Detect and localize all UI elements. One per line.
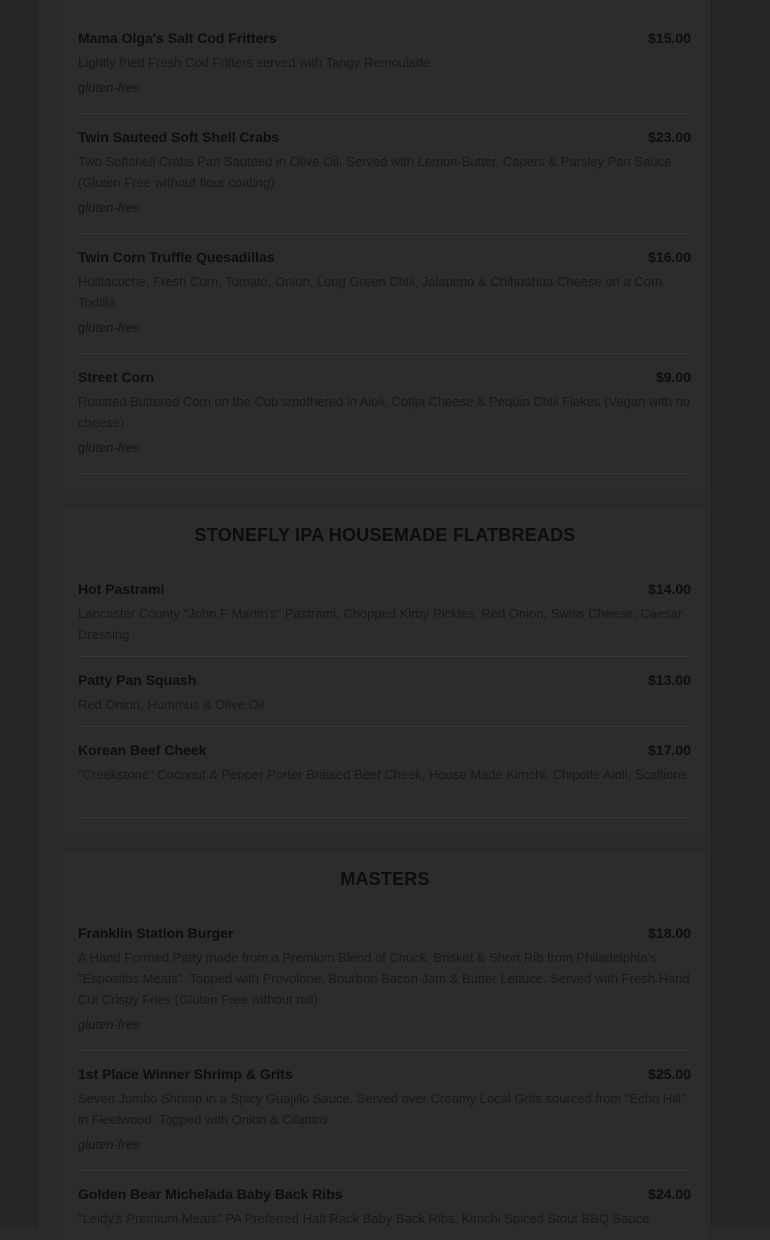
item-name: Street Corn	[78, 369, 155, 385]
right-margin	[711, 0, 770, 1228]
item-price: $16.00	[648, 249, 691, 265]
item-description: Two Softshell Crabs Pan Sauteed in Olive Oil. Served with Lemon-Butter, Capers & Parsley Pan Sauce (Gluten Free without flour coating)	[78, 154, 672, 190]
divider	[78, 656, 691, 657]
item-description: "Leidy's Premium Meats" PA Preferred Half Rack Baby Back Ribs, Kimchi Spiced Stout BBQ Sauce	[78, 1211, 650, 1226]
menu-item[interactable]	[78, 129, 691, 217]
item-description: Lightly fried Fresh Cod Fritters served with Tangy Remoulade	[78, 55, 431, 70]
section-title: STONEFLY IPA HOUSEMADE FLATBREADS	[194, 525, 576, 545]
item-name: Franklin Station Burger	[78, 925, 234, 941]
divider	[78, 353, 691, 354]
menu-panel	[63, 0, 707, 1240]
item-price: $9.00	[655, 369, 691, 385]
menu-item[interactable]	[78, 742, 691, 785]
item-description: Lancaster County "John F Martin's" Pastrami, Chopped Kirby Pickles, Red Onion, Swiss Cheese, Caesar Dressing	[78, 606, 683, 642]
menu-item[interactable]	[78, 30, 691, 97]
dietary-tag: gluten-free	[78, 200, 141, 215]
item-name: 1st Place Winner Shrimp & Grits	[78, 1066, 293, 1082]
item-name: Hot Pastrami	[78, 581, 165, 597]
divider	[78, 113, 691, 114]
section-title: MASTERS	[340, 869, 430, 889]
menu-item[interactable]	[78, 925, 691, 1034]
divider	[78, 1050, 691, 1051]
item-price: $24.00	[648, 1186, 691, 1202]
item-name: Patty Pan Squash	[78, 672, 197, 688]
item-price: $23.00	[648, 129, 691, 145]
item-price: $25.00	[648, 1066, 691, 1082]
item-description: Seven Jumbo Shrimp in a Spicy Guajillo Sauce. Served over Creamy Local Grits sourced from "Echo Hill" in Fleetwood. Topped with Onion & Cilantro	[78, 1091, 686, 1127]
dietary-tag: gluten-free	[78, 440, 141, 455]
menu-item[interactable]	[78, 249, 691, 337]
menu-item[interactable]	[78, 1186, 691, 1229]
dietary-tag: gluten-free	[78, 80, 141, 95]
item-description: Red Onion, Hummus & Olive Oil	[78, 697, 265, 712]
dietary-tag: gluten-free	[78, 1017, 141, 1032]
dietary-tag: gluten-free	[78, 320, 141, 335]
section-gap	[63, 834, 707, 852]
divider	[78, 233, 691, 234]
item-price: $17.00	[648, 742, 691, 758]
item-name: Twin Sauteed Soft Shell Crabs	[78, 129, 280, 145]
item-name: Korean Beef Cheek	[78, 742, 207, 758]
item-price: $14.00	[648, 581, 691, 597]
item-description: "Creekstone" Coconut & Pepper Porter Braised Beef Cheek, House Made Kimchi, Chipotle Aioli, Scallions	[78, 767, 687, 782]
section-gap	[63, 490, 707, 508]
divider	[78, 726, 691, 727]
item-description: Roasted Buttered Corn on the Cob smothered in Aioli, Cotija Cheese & Pequin Chili Flakes (Vegan with no cheese)	[78, 394, 691, 430]
dietary-tag: gluten-free	[78, 1137, 141, 1152]
item-name: Golden Bear Michelada Baby Back Ribs	[78, 1186, 343, 1202]
left-margin	[0, 0, 37, 1228]
item-name: Mama Olga's Salt Cod Fritters	[78, 30, 277, 46]
item-description: A Hand Formed Patty made from a Premium Blend of Chuck, Brisket & Short Rib from Philadelphia's "Espositos Meats". Topped with Provolone, Bourbon Bacon Jam & Butter Lettuce. Served with Fresh Hand Cut Crispy Fries (Gluten Free without roll)	[78, 950, 690, 1007]
menu-item[interactable]	[78, 369, 691, 457]
item-description: Huitlacoche, Fresh Corn, Tomato, Onion, Long Green Chili, Jalapeno & Chihuahua Cheese on a Corn Tortilla	[78, 274, 663, 310]
item-name: Twin Corn Truffle Quesadillas	[78, 249, 275, 265]
item-price: $13.00	[648, 672, 691, 688]
menu-item[interactable]	[78, 581, 691, 645]
divider	[78, 473, 691, 474]
item-price: $18.00	[648, 925, 691, 941]
item-price: $15.00	[648, 30, 691, 46]
menu-item[interactable]	[78, 672, 691, 715]
divider	[78, 817, 691, 818]
menu-item[interactable]	[78, 1066, 691, 1154]
divider	[78, 1170, 691, 1171]
